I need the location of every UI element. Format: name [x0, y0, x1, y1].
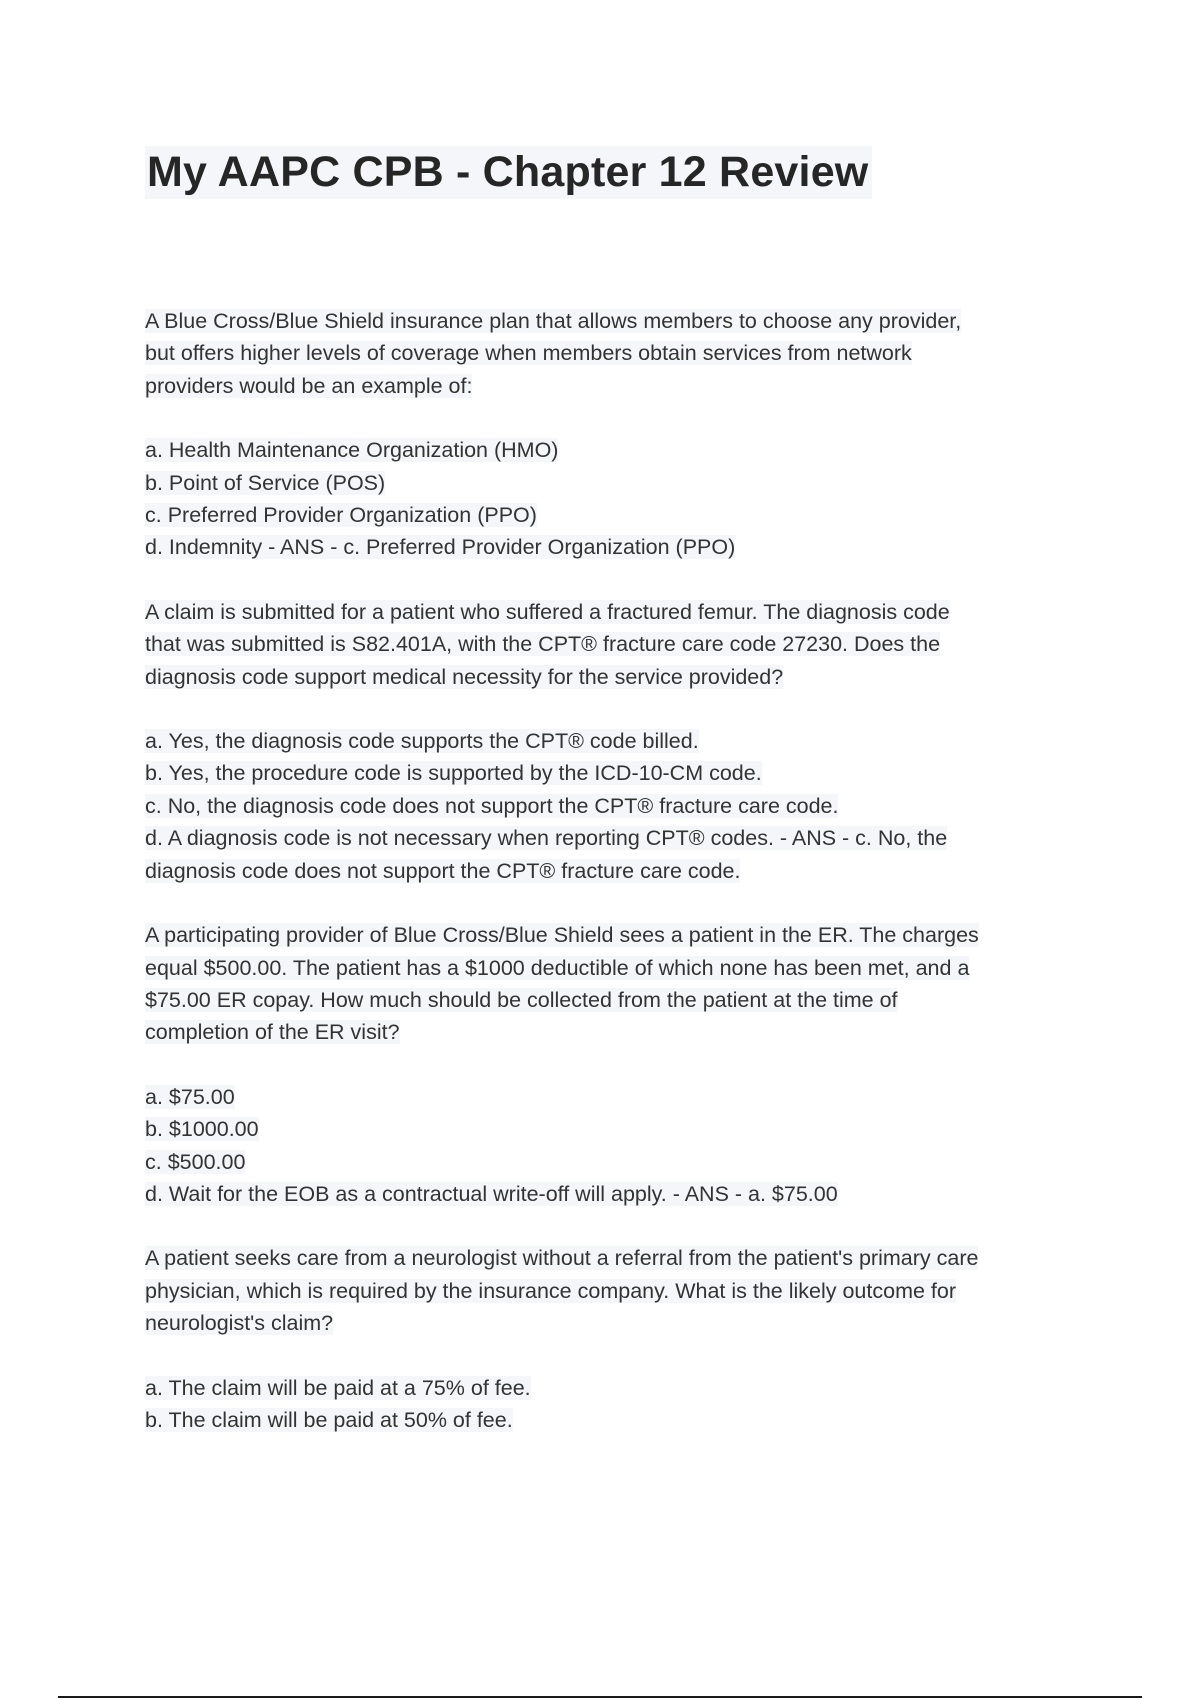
page-title: My AAPC CPB - Chapter 12 Review: [145, 146, 872, 199]
text-line: $75.00 ER copay. How much should be collected from the patient at the time of: [145, 987, 898, 1012]
option-line: a. The claim will be paid at a 75% of fee.: [145, 1375, 531, 1400]
text-line: A patient seeks care from a neurologist without a referral from the patient's primary care: [145, 1246, 979, 1271]
text-line: neurologist's claim?: [145, 1311, 334, 1336]
option-line: b. Yes, the procedure code is supported by the ICD-10-CM code.: [145, 761, 762, 786]
text-line: A participating provider of Blue Cross/Blue Shield sees a patient in the ER. The charges: [145, 923, 979, 948]
document-body: [145, 305, 1105, 1468]
text-line: that was submitted is S82.401A, with the CPT® fracture care code 27230. Does the: [145, 632, 941, 657]
option-line: b. $1000.00: [145, 1117, 259, 1142]
question-1-options: [145, 434, 1105, 564]
text-line: but offers higher levels of coverage when members obtain services from network: [145, 341, 912, 366]
text-line: completion of the ER visit?: [145, 1020, 400, 1045]
option-line: c. No, the diagnosis code does not support the CPT® fracture care code.: [145, 793, 839, 818]
text-line: A claim is submitted for a patient who suffered a fractured femur. The diagnosis code: [145, 599, 950, 624]
question-2-stem: [145, 596, 1105, 693]
question-4-stem: [145, 1242, 1105, 1339]
option-line: c. $500.00: [145, 1149, 246, 1174]
answer-line: diagnosis code does not support the CPT® fracture care code.: [145, 858, 741, 883]
option-line: c. Preferred Provider Organization (PPO): [145, 503, 537, 528]
question-3-options: [145, 1081, 1105, 1211]
question-1-stem: [145, 305, 1105, 402]
option-line: a. Health Maintenance Organization (HMO): [145, 438, 559, 463]
text-line: diagnosis code support medical necessity for the service provided?: [145, 664, 784, 689]
text-line: providers would be an example of:: [145, 373, 473, 398]
option-line: a. Yes, the diagnosis code supports the CPT® code billed.: [145, 729, 699, 754]
option-line: a. $75.00: [145, 1084, 235, 1109]
option-line: b. The claim will be paid at 50% of fee.: [145, 1407, 513, 1432]
question-4-options: [145, 1372, 1105, 1437]
question-2-options: [145, 725, 1105, 887]
footer-divider: [58, 1696, 1142, 1698]
answer-line: d. Indemnity - ANS - c. Preferred Provider Organization (PPO): [145, 535, 736, 560]
text-line: equal $500.00. The patient has a $1000 deductible of which none has been met, and a: [145, 955, 970, 980]
text-line: physician, which is required by the insurance company. What is the likely outcome for: [145, 1278, 957, 1303]
question-3-stem: [145, 919, 1105, 1049]
answer-line: d. Wait for the EOB as a contractual write-off will apply. - ANS - a. $75.00: [145, 1181, 838, 1206]
answer-line: d. A diagnosis code is not necessary when reporting CPT® codes. - ANS - c. No, the: [145, 826, 948, 851]
text-line: A Blue Cross/Blue Shield insurance plan that allows members to choose any provider,: [145, 309, 962, 333]
option-line: b. Point of Service (POS): [145, 470, 386, 495]
